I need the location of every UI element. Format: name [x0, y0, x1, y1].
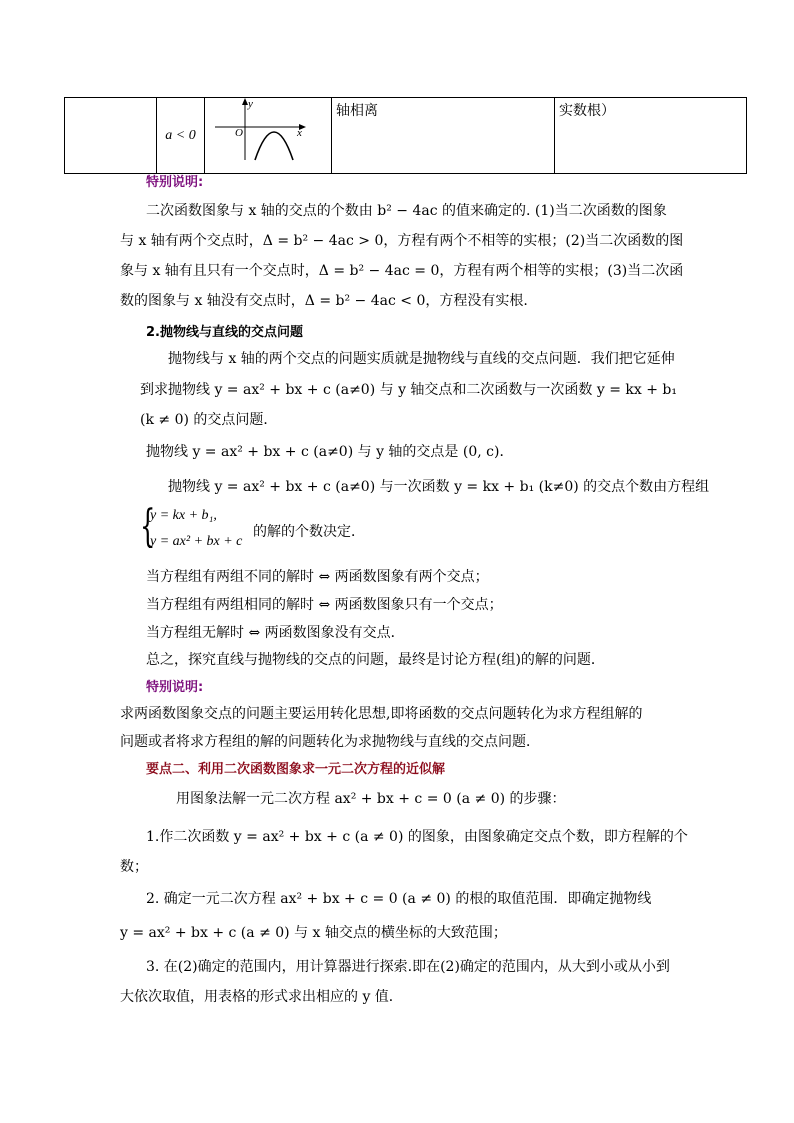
note-line: 与 x 轴有两个交点时，Δ = b² − 4ac > 0，方程有两个不相等的实根；(2)当二次函数的图 [120, 233, 684, 249]
system-equation-2: y = ax² + bx + c [150, 534, 243, 549]
paragraph-line: 抛物线 y = ax² + bx + c (a≠0) 与一次函数 y = kx + b₁ (k≠0) 的交点个数由方程组 [168, 479, 710, 495]
discriminant-table [64, 97, 747, 174]
note-line: 二次函数图象与 x 轴的交点的个数由 b² − 4ac 的值来确定的. (1)当二次函数的图象 [146, 203, 667, 219]
note-line: 问题或者将求方程组的解的问题转化为求抛物线与直线的交点问题． [120, 734, 540, 750]
roots-text: 实数根） [559, 103, 615, 119]
step-line: 大依次取值，用表格的形式求出相应的 y 值． [120, 989, 403, 1005]
table-cell-relation [332, 98, 555, 174]
axis-label-y: y [248, 98, 253, 110]
case-line: 当方程组有两组不同的解时 ⇔ 两函数图象有两个交点； [146, 569, 489, 585]
section-heading: 2.抛物线与直线的交点问题 [146, 325, 303, 340]
steps-intro: 用图象法解一元二次方程 ax² + bx + c = 0 (a ≠ 0) 的步骤： [176, 791, 566, 807]
table-cell-condition [157, 98, 205, 174]
case-line: 总之，探究直线与抛物线的交点的问题，最终是讨论方程(组)的解的问题． [146, 652, 605, 668]
step-line: 3. 在(2)确定的范围内，用计算器进行探索.即在(2)确定的范围内，从大到小或从小到 [146, 959, 670, 975]
step-line: y = ax² + bx + c (a ≠ 0) 与 x 轴交点的横坐标的大致范围； [120, 925, 507, 941]
table-cell-empty [65, 98, 157, 174]
paragraph-line: 抛物线与 x 轴的两个交点的问题实质就是抛物线与直线的交点问题．我们把它延伸 [168, 351, 675, 367]
downward-parabola-graph [205, 98, 331, 169]
case-line: 当方程组有两组相同的解时 ⇔ 两函数图象只有一个交点； [146, 597, 503, 613]
key-point-heading: 要点二、利用二次函数图象求一元二次方程的近似解 [146, 762, 446, 777]
system-equation-1: y = kx + b₁, [150, 508, 217, 523]
table-cell-roots [555, 98, 747, 174]
condition-text: a < 0 [165, 128, 196, 143]
note-line: 象与 x 轴有且只有一个交点时，Δ = b² − 4ac = 0，方程有两个相等的实根；(3)当二次函 [120, 263, 684, 279]
table-row [65, 98, 747, 174]
relation-text: 轴相离 [336, 103, 378, 119]
left-brace: { [140, 501, 156, 552]
step-line: 数； [120, 859, 148, 875]
paragraph-line: 到求抛物线 y = ax² + bx + c (a≠0) 与 y 轴交点和二次函数与一次函数 y = kx + b₁ [140, 382, 677, 398]
paragraph-line: 抛物线 y = ax² + bx + c (a≠0) 与 y 轴的交点是 (0, c)． [146, 444, 514, 460]
case-line: 当方程组无解时 ⇔ 两函数图象没有交点． [146, 625, 405, 641]
special-note-heading: 特别说明: [146, 680, 204, 695]
step-line: 2. 确定一元二次方程 ax² + bx + c = 0 (a ≠ 0) 的根的取值范围．即确定抛物线 [146, 891, 652, 907]
special-note-heading: 特别说明: [146, 175, 204, 190]
axis-label-x: x [297, 127, 302, 139]
note-line: 求两函数图象交点的问题主要运用转化思想,即将函数的交点问题转化为求方程组解的 [120, 706, 643, 722]
axis-label-origin: O [235, 127, 243, 139]
paragraph-line: (k ≠ 0) 的交点问题． [140, 412, 278, 428]
table-cell-graph [205, 98, 332, 174]
note-line: 数的图象与 x 轴没有交点时，Δ = b² − 4ac < 0，方程没有实根. [120, 293, 528, 309]
system-tail: 的解的个数决定． [253, 524, 365, 540]
step-line: 1.作二次函数 y = ax² + bx + c (a ≠ 0) 的图象，由图象确定交点个数，即方程解的个 [146, 829, 688, 845]
